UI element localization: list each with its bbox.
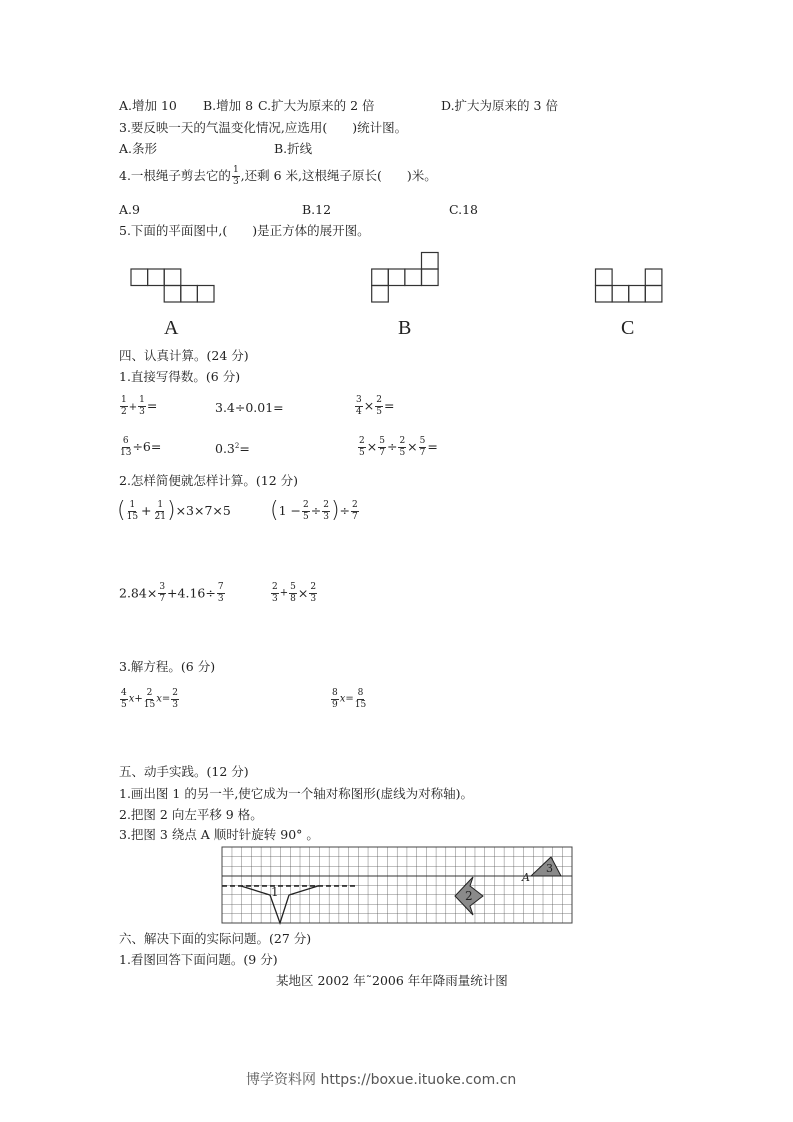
q5-text: 5.下面的平面图中,( )是正方体的展开图。 [119,223,370,238]
equation-2: $\frac{8}{9}$ x= $\frac{8}{15}$ [332,688,367,710]
figure-3-label: 3 [546,862,553,875]
section4-title: 四、认真计算。(24 分) [119,348,249,363]
footer-watermark: 博学资料网 https://boxue.ituoke.com.cn [246,1072,517,1088]
chart-title: 某地区 2002 年˜2006 年年降雨量统计图 [276,973,508,988]
calc-expr-2: 3.4÷0.01= [215,400,284,415]
q2-option-d: D.扩大为原来的 3 倍 [441,98,558,113]
figure-2-label: 2 [465,889,473,903]
q3-option-a: A.条形 [119,141,158,156]
section4-sub1: 1.直接写得数。(6 分) [119,369,241,384]
q4-prefix: 4.一根绳子剪去它的 [119,168,231,183]
q3-option-b: B.折线 [274,141,313,156]
calc-expr-3: $\frac{3}{4}$ × $\frac{2}{5}$ = [356,395,395,417]
net-label-b: B [398,317,412,339]
calc-expr-1: $\frac{1}{2}$ + $\frac{1}{3}$ = [121,395,158,417]
q4-option-b: B.12 [302,202,332,217]
section6-sub1: 1.看图回答下面问题。(9 分) [119,952,278,967]
q4-suffix: ,还剩 6 米,这根绳子原长( )米。 [240,168,437,183]
simplify-expr-3: 2.84× $\frac{3}{7}$ +4.16÷ $\frac{7}{3}$ [119,582,224,604]
simplify-expr-2: (1 − $\frac{2}{5}$ ÷ $\frac{2}{3}$ )÷ $\frac{2}{7}$ [270,498,358,523]
q3-text: 3.要反映一天的气温变化情况,应选用( )统计图。 [119,120,408,135]
section5-item-3: 3.把图 3 绕点 A 顺时针旋转 90° 。 [119,827,319,842]
equation-1: $\frac{4}{5}$ x+ $\frac{2}{15}$ x= $\frac{2}{3}$ [121,688,178,710]
simplify-expr-1: ( $\frac{1}{15}$ + $\frac{1}{21}$ )×3×7×5 [117,498,231,523]
section5-item-2: 2.把图 2 向左平移 9 格。 [119,807,263,822]
calc-expr-4: $\frac{6}{13}$ ÷6= [120,436,162,458]
q4-option-c: C.18 [449,202,478,217]
q2-option-c: C.扩大为原来的 2 倍 [258,98,375,113]
section5-title: 五、动手实践。(12 分) [119,764,249,779]
net-label-c: C [621,317,635,339]
calc-expr-5: $0.3^2=$ [215,441,250,457]
q2-option-b: B.增加 8 [203,98,254,113]
section4-sub2: 2.怎样简便就怎样计算。(12 分) [119,473,299,488]
calc-expr-6: $\frac{2}{5}$ × $\frac{5}{7}$ ÷ $\frac{2}{5}$ × $\frac{5}{7}$ = [359,436,438,458]
figure-1-label: 1 [271,885,279,899]
section5-item-1: 1.画出图 1 的另一半,使它成为一个轴对称图形(虚线为对称轴)。 [119,786,474,801]
section6-title: 六、解决下面的实际问题。(27 分) [119,931,312,946]
q4-fraction: $\frac{1}{3}$ [232,165,239,187]
net-label-a: A [164,317,179,339]
section4-sub3: 3.解方程。(6 分) [119,659,216,674]
q2-option-a: A.增加 10 [119,98,177,113]
q4-option-a: A.9 [119,202,140,217]
simplify-expr-4: $\frac{2}{3}$ + $\frac{5}{8}$ × $\frac{2}{3}$ [272,582,317,604]
point-a-label: A [522,871,530,884]
